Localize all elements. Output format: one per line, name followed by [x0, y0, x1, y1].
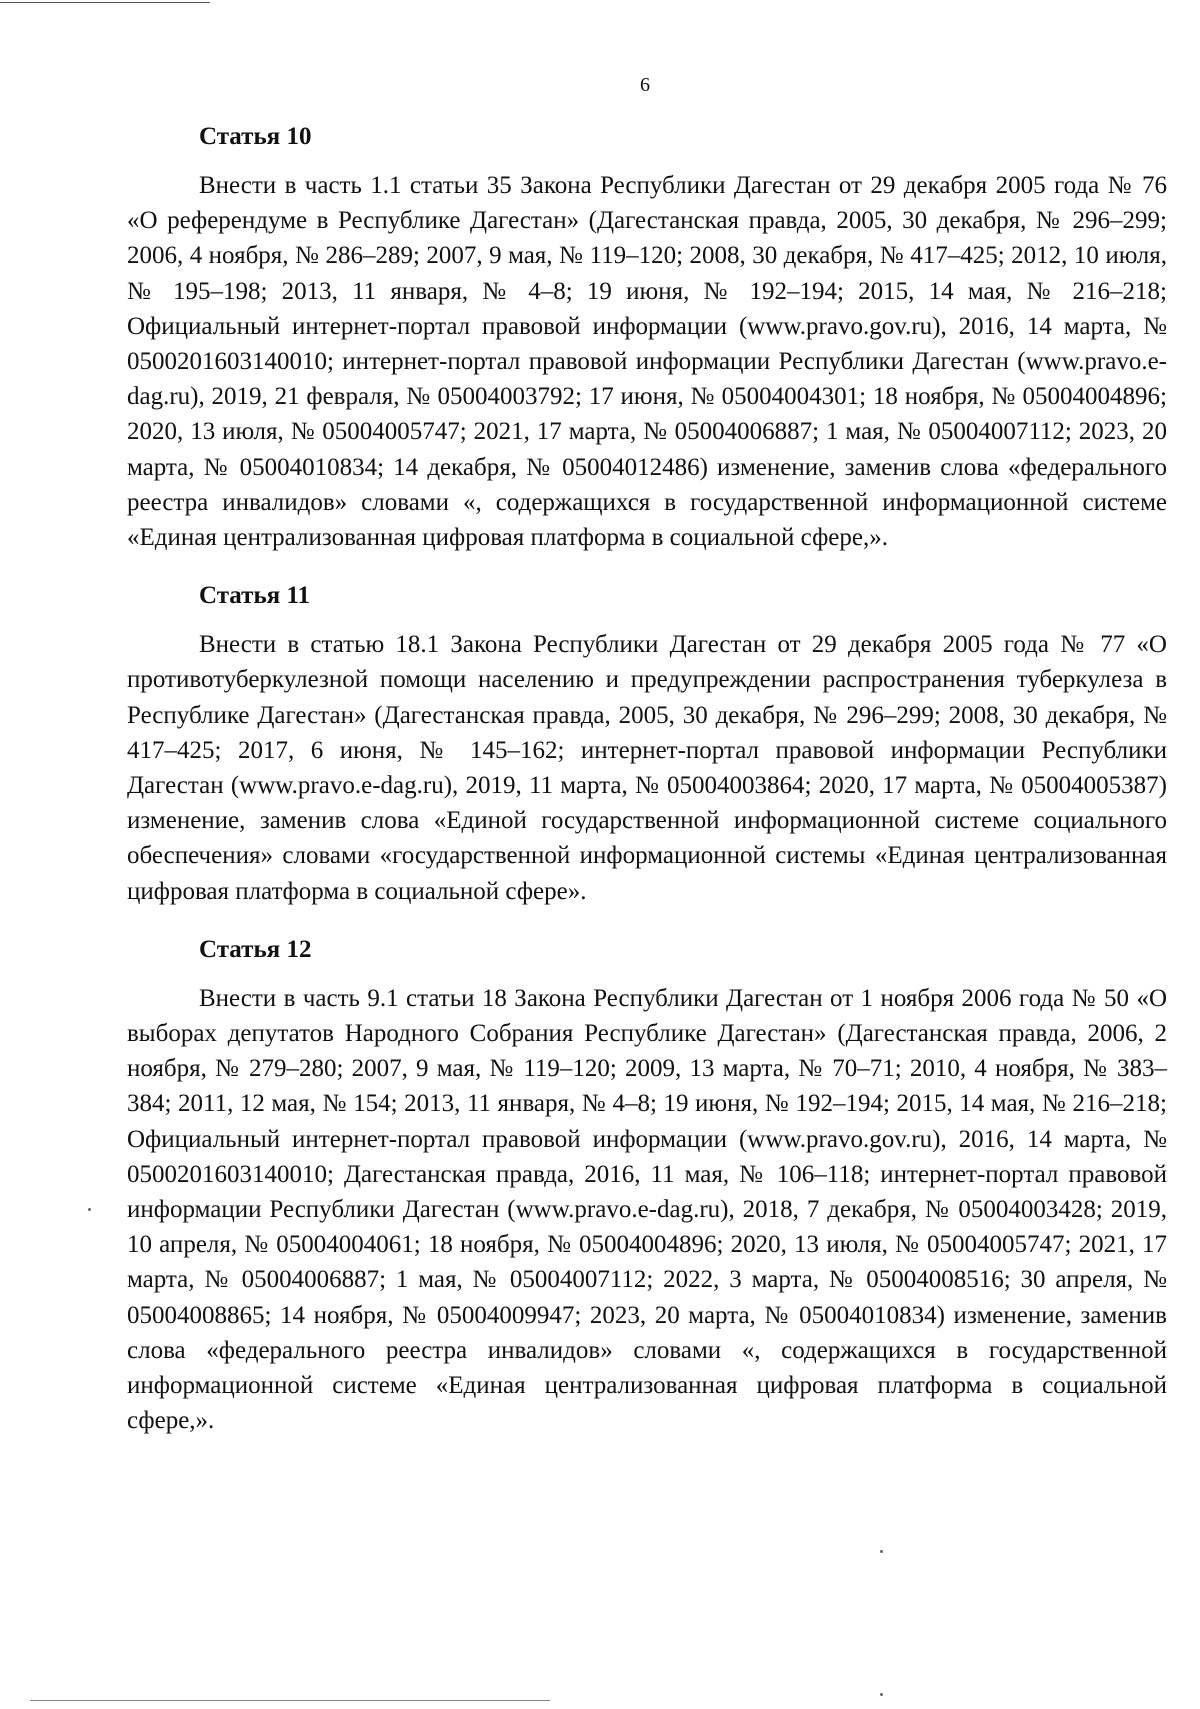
article-heading: Статья 12: [199, 935, 312, 963]
scan-edge-line-top: [0, 2, 210, 3]
scan-speck: [88, 1208, 91, 1211]
scan-speck: [880, 1550, 883, 1553]
article-12: [127, 933, 1167, 1439]
page-number: 6: [640, 74, 650, 96]
document-page: [127, 120, 1167, 1463]
article-heading: Статья 10: [199, 123, 312, 150]
article-body: Внести в часть 1.1 статьи 35 Закона Республики Дагестан от 29 декабря 2005 года № 76 «О референдуме в Республике Дагестан» (Дагестанская правда, 2005, 30 декабря, № 296–299; 2006, 4 ноября, № 286–289; 2007, 9 мая, № 119–120; 2008, 30 декабря, № 417–425; 2012, 10 июля, № 195–198; 2013, 11 января, № 4–8; 19 июня, № 192–194; 2015, 14 мая, № 216–218; Официальный интернет-портал правовой информации (www.pravo.gov.ru), 2016, 14 марта, № 0500201603140010; интернет-портал правовой информации Республики Дагестан (www.pravo.e-dag.ru), 2019, 21 февраля, № 05004003792; 17 июня, № 05004004301; 18 ноября, № 05004004896; 2020, 13 июля, № 05004005747; 2021, 17 марта, № 05004006887; 1 мая, № 05004007112; 2023, 20 марта, № 05004010834; 14 декабря, № 05004012486) изменение, заменив слова «федерального реестра инвалидов» словами «, содержащихся в государственной информационной системе «Единая централизованная цифровая платформа в социальной сфере,».: [127, 172, 1167, 552]
article-heading: Статья 11: [199, 582, 311, 610]
article-body: Внести в статью 18.1 Закона Республики Дагестан от 29 декабря 2005 года № 77 «О противотуберкулезной помощи населению и предупреждении распространения туберкулеза в Республике Дагестан» (Дагестанская правда, 2005, 30 декабря, № 296–299; 2008, 30 декабря, № 417–425; 2017, 6 июня, № 145–162; интернет-портал правовой информации Республики Дагестан (www.pravo.e-dag.ru), 2019, 11 марта, № 05004003864; 2020, 17 марта, № 05004005387) изменение, заменив слова «Единой государственной информационной системе социального обеспечения» словами «государственной информационной системы «Единая централизованная цифровая платформа в социальной сфере».: [127, 631, 1167, 905]
scan-edge-line-bottom: [30, 1700, 550, 1701]
article-10: [127, 120, 1167, 555]
article-11: [127, 579, 1167, 909]
scan-speck: [880, 1693, 883, 1696]
article-body: Внести в часть 9.1 статьи 18 Закона Республики Дагестан от 1 ноября 2006 года № 50 «О выборах депутатов Народного Собрания Республике Дагестан» (Дагестанская правда, 2006, 2 ноября, № 279–280; 2007, 9 мая, № 119–120; 2009, 13 марта, № 70–71; 2010, 4 ноября, № 383–384; 2011, 12 мая, № 154; 2013, 11 января, № 4–8; 19 июня, № 192–194; 2015, 14 мая, № 216–218; Официальный интернет-портал правовой информации (www.pravo.gov.ru), 2016, 14 марта, № 0500201603140010; Дагестанская правда, 2016, 11 мая, № 106–118; интернет-портал правовой информации Республики Дагестан (www.pravo.e-dag.ru), 2018, 7 декабря, № 05004003428; 2019, 10 апреля, № 05004004061; 18 ноября, № 05004004896; 2020, 13 июля, № 05004005747; 2021, 17 марта, № 05004006887; 1 мая, № 05004007112; 2022, 3 марта, № 05004008516; 30 апреля, № 05004008865; 14 ноября, № 05004009947; 2023, 20 марта, № 05004010834) изменение, заменив слова «федерального реестра инвалидов» словами «, содержащихся в государственной информационной системе «Единая централизованная цифровая платформа в социальной сфере,».: [127, 984, 1167, 1435]
